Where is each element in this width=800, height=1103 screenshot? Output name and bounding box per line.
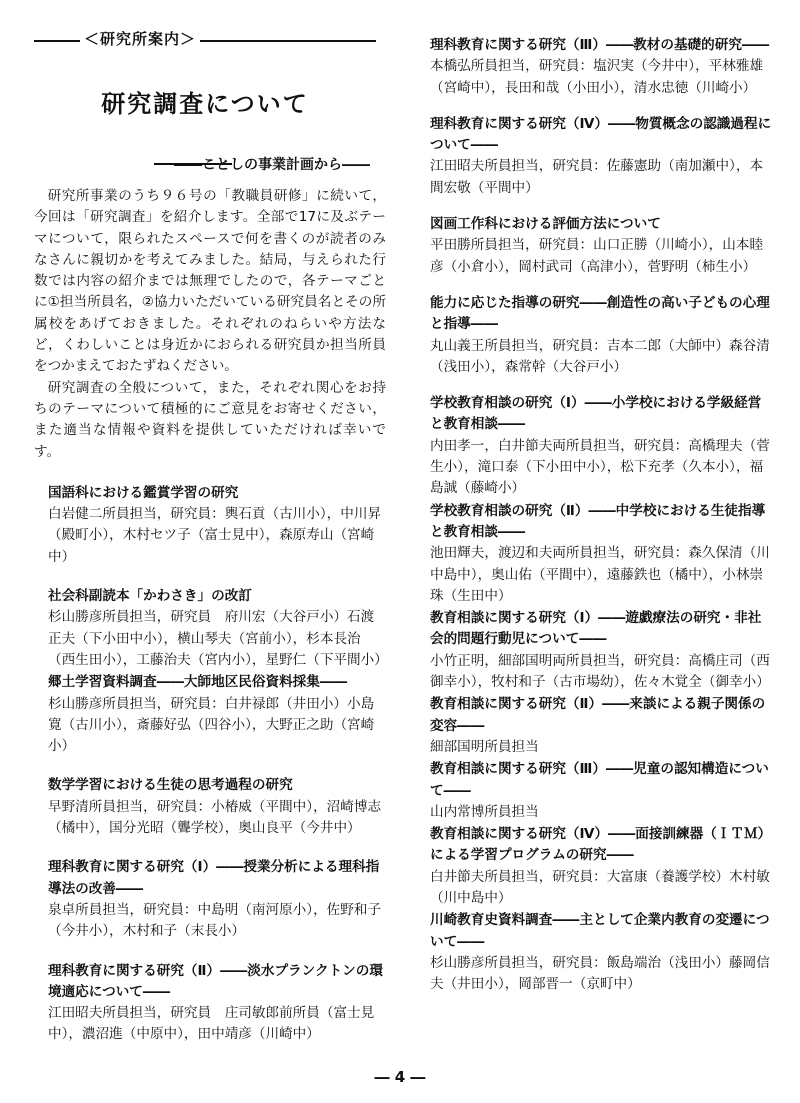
right-column: [416, 35, 772, 996]
research-staff: 池田輝夫，渡辺和夫両所員担当，研究員：森久保清（川中島中），奥山佑（平間中），遠藤鉄也（橘中），小林崇珠（生田中）: [430, 545, 770, 604]
research-title: 図画工作科における評価方法について: [430, 216, 661, 233]
research-entry: [416, 293, 772, 378]
research-title: 学校教育相談の研究（Ⅰ）――小学校における学級経営と教育相談――: [430, 395, 762, 433]
research-title: 能力に応じた指導の研究――創造性の高い子どもの心理と指導――: [430, 294, 770, 333]
research-staff: 本橋弘所員担当，研究員：塩沢実（今井中），平林雅雄（宮崎中），長田和哉（小田小），清水忠徳（川崎小）: [430, 58, 764, 96]
research-staff: 丸山義王所員担当，研究員：吉本二郎（大師中）森谷清（浅田小），森常幹（大谷戸小）: [430, 337, 770, 375]
research-staff: 内田孝一，白井節夫両所員担当，研究員：高橋理夫（菅生小），滝口泰（下小田中小），松下充孝（久本小），福島誠（藤崎小）: [430, 437, 770, 497]
research-entry: [34, 586, 386, 671]
research-title: 教育相談に関する研究（Ⅳ）――面接訓練器（ＩＴＭ）による学習プログラムの研究――: [430, 826, 772, 864]
research-title: 教育相談に関する研究（Ⅰ）――遊戯療法の研究・非社会的問題行動児について――: [430, 610, 762, 648]
intro-paragraph: 研究所事業のうち９６号の「教職員研修」に続いて，今回は「研究調査」を紹介します。全部で17に及ぶテーマについて，限られたスペースで何を書くのが読者のみなさんに親切かを考えてみました。結局，与えられた行数では内容の紹介までは無理でしたので，各テーマごとに①担当所員名，②協力いただいている研究員名とその所属校をあげておきました。それぞれのねらいや方法など，くわしいことは身近かにおられる研究員か担当所員をつかまえておたずねください。: [34, 188, 386, 375]
research-title: 数学学習における生徒の思考過程の研究: [48, 777, 293, 794]
research-staff: 細部国明所員担当: [430, 738, 539, 755]
research-title: 社会科副読本「かわさき」の改訂: [48, 588, 252, 605]
research-staff: 白岩健二所員担当，研究員：輿石貢（古川小），中川昇（殿町小），木村セツ子（富士見中），森原寿山（宮崎中）: [48, 506, 382, 565]
research-staff: 杉山勝彦所員担当，研究員：飯島端治（浅田小）藤岡信夫（井田小），岡部晋一（京町中）: [430, 954, 770, 993]
research-staff: 杉山勝彦所員担当，研究員 府川宏（大谷戸小）石渡正夫（下小田中小），横山琴夫（宮前小），杉本長治（西生田小），工藤治夫（宮内小），星野仁（下平間小）: [48, 609, 388, 668]
research-staff: 杉山勝彦所員担当，研究員：白井禄郎（井田小）小島寛（古川小），斎藤好弘（四谷小），大野正之助（宮崎小）: [48, 695, 375, 755]
research-entry: [416, 694, 772, 758]
research-title: 教育相談に関する研究（Ⅱ）――来談による親子関係の変容――: [430, 696, 766, 734]
research-staff: 江田昭夫所員担当，研究員：佐藤憲助（南加瀬中），本間宏敬（平間中）: [430, 158, 764, 196]
research-title: 理科教育に関する研究（Ⅰ）――授業分析による理科指導法の改善――: [48, 859, 380, 897]
intro-paragraph: 研究調査の全般について，また，それぞれ関心をお持ちのテーマについて積極的にご意見をお寄せください，また適当な情報や資料を提供していただければ幸いです。: [34, 379, 386, 460]
left-column: [34, 186, 386, 1064]
research-entry: [416, 35, 772, 99]
research-title: 理科教育に関する研究（Ⅱ）――淡水プランクトンの環境適応について――: [48, 962, 383, 1000]
research-staff: 白井節夫所員担当，研究員：大富康（養護学校）木村敏（川中島中）: [430, 868, 770, 906]
research-entry: [416, 759, 772, 823]
research-entry: [416, 214, 772, 278]
article-header: [34, 30, 376, 173]
research-entry: [34, 483, 386, 568]
research-title: 学校教育相談の研究（Ⅱ）――中学校における生徒指導と教育相談――: [430, 502, 766, 540]
research-entry: [34, 775, 386, 839]
research-entry: [416, 501, 772, 607]
research-entry: [416, 824, 772, 909]
research-title: 理科教育に関する研究（Ⅲ）――教材の基礎的研究――: [430, 37, 770, 53]
research-title: 理科教育に関する研究（Ⅳ）――物質概念の認識過程について――: [430, 115, 772, 154]
research-staff: 泉卓所員担当，研究員：中島明（南河原小），佐野和子（今井小），木村和子（末長小）: [48, 901, 382, 940]
research-staff: 早野清所員担当，研究員：小椿威（平間中），沼崎博志（橘中），国分光昭（聾学校），奥山良平（今井中）: [48, 798, 382, 837]
research-title: 教育相談に関する研究（Ⅲ）――児童の認知構造について――: [430, 761, 769, 799]
research-entry: [416, 114, 772, 199]
research-entry: [416, 910, 772, 995]
page-title: 研究調査について: [101, 90, 309, 118]
research-entry: [34, 672, 386, 757]
research-staff: 平田勝所員担当，研究員：山口正勝（川崎小），山本睦彦（小倉小），岡村武司（高津小），菅野明（柿生小）: [430, 237, 764, 275]
research-staff: 江田昭夫所員担当，研究員 庄司敏郎前所員（富士見中），濃沼進（中原中），田中靖彦（川崎中）: [48, 1005, 375, 1043]
section-tag: ＜研究所案内＞: [80, 28, 200, 49]
research-staff: 山内常博所員担当: [430, 803, 539, 820]
research-entry: [416, 393, 772, 499]
research-title: 川崎教育史資料調査――主として企業内教育の変遷について――: [430, 912, 770, 950]
page-number: ― 4 ―: [374, 1068, 426, 1086]
research-staff: 小竹正明，細部国明両所員担当，研究員：高橋庄司（西御幸小），牧村和子（古市場幼），佐々木覚全（御幸小）: [430, 652, 770, 691]
research-entry: [34, 857, 386, 942]
research-entry: [416, 608, 772, 693]
research-list-left: [34, 483, 386, 1046]
page-subtitle: ――ことしの事業計画から――: [174, 157, 370, 173]
intro-text: [34, 186, 386, 463]
research-entry: [34, 961, 386, 1046]
research-title: 国語科における鑑賞学習の研究: [48, 484, 239, 501]
research-title: 郷土学習資料調査――大師地区民俗資料採集――: [48, 674, 348, 691]
